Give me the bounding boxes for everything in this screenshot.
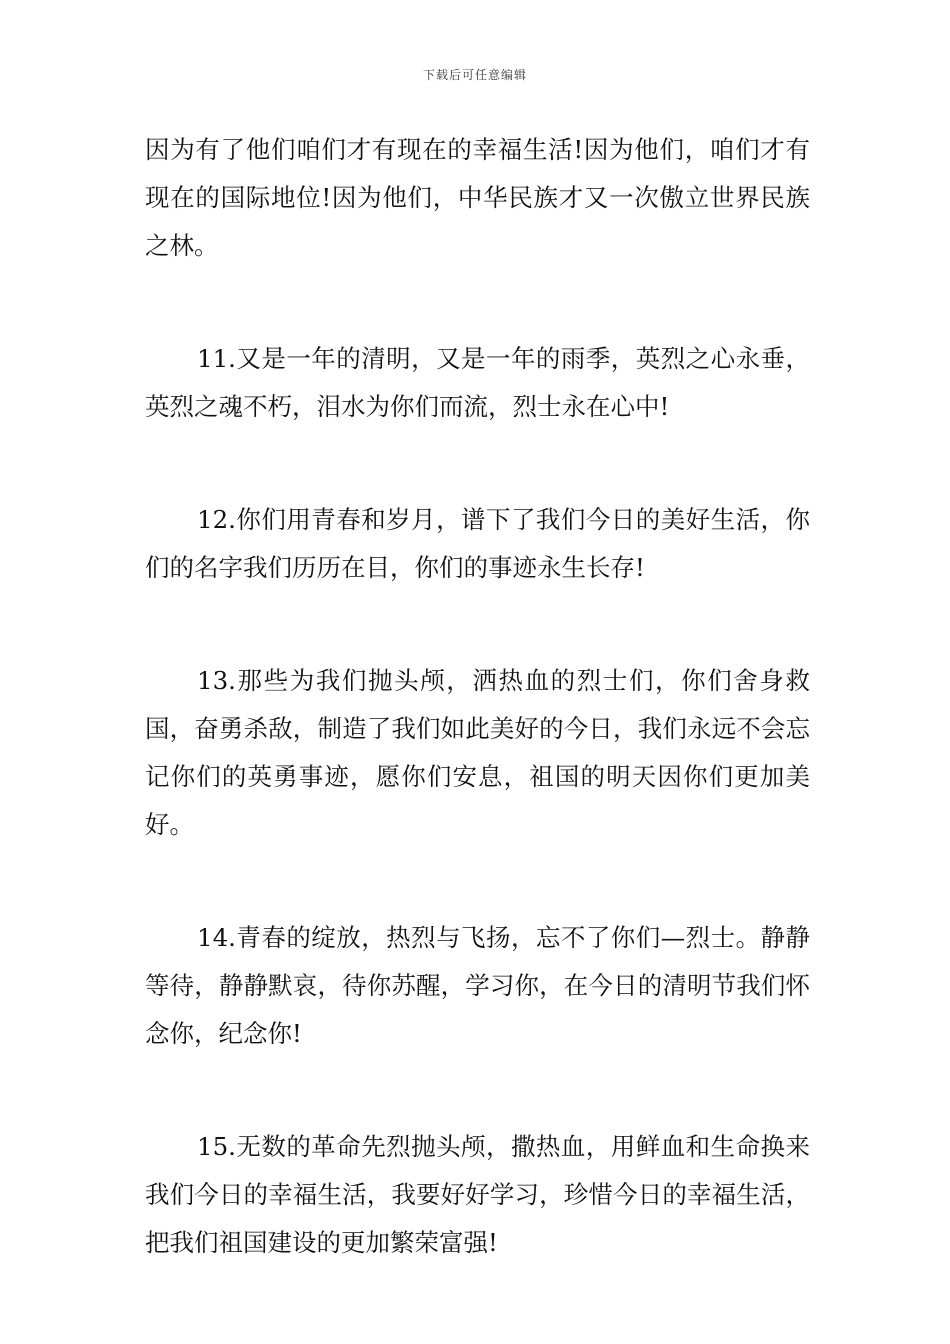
paragraph-item-12: 12.你们用青春和岁月，谱下了我们今日的美好生活，你们的名字我们历历在目，你们的事迹永生长存! [145,505,810,582]
page-header: 下载后可任意编辑 [422,68,527,82]
paragraph-continuation: 因为有了他们咱们才有现在的幸福生活!因为他们，咱们才有现在的国际地位!因为他们，中华民族才又一次傲立世界民族之林。 [145,135,810,260]
paragraph-item-15: 15.无数的革命先烈抛头颅，撒热血，用鲜血和生命换来我们今日的幸福生活，我要好好学习，珍惜今日的幸福生活，把我们祖国建设的更加繁荣富强! [145,1132,810,1257]
paragraph-item-13: 13.那些为我们抛头颅，洒热血的烈士们，你们舍身救国，奋勇杀敌，制造了我们如此美好的今日，我们永远不会忘记你们的英勇事迹，愿你们安息，祖国的明天因你们更加美好。 [145,666,810,839]
paragraph-item-11: 11.又是一年的清明，又是一年的雨季，英烈之心永垂，英烈之魂不朽，泪水为你们而流，烈士永在心中! [145,344,810,421]
paragraph-item-14: 14.青春的绽放，热烈与飞扬，忘不了你们—烈士。静静等待，静静默哀，待你苏醒，学习你，在今日的清明节我们怀念你，纪念你! [145,923,810,1048]
document-body [145,126,810,1332]
